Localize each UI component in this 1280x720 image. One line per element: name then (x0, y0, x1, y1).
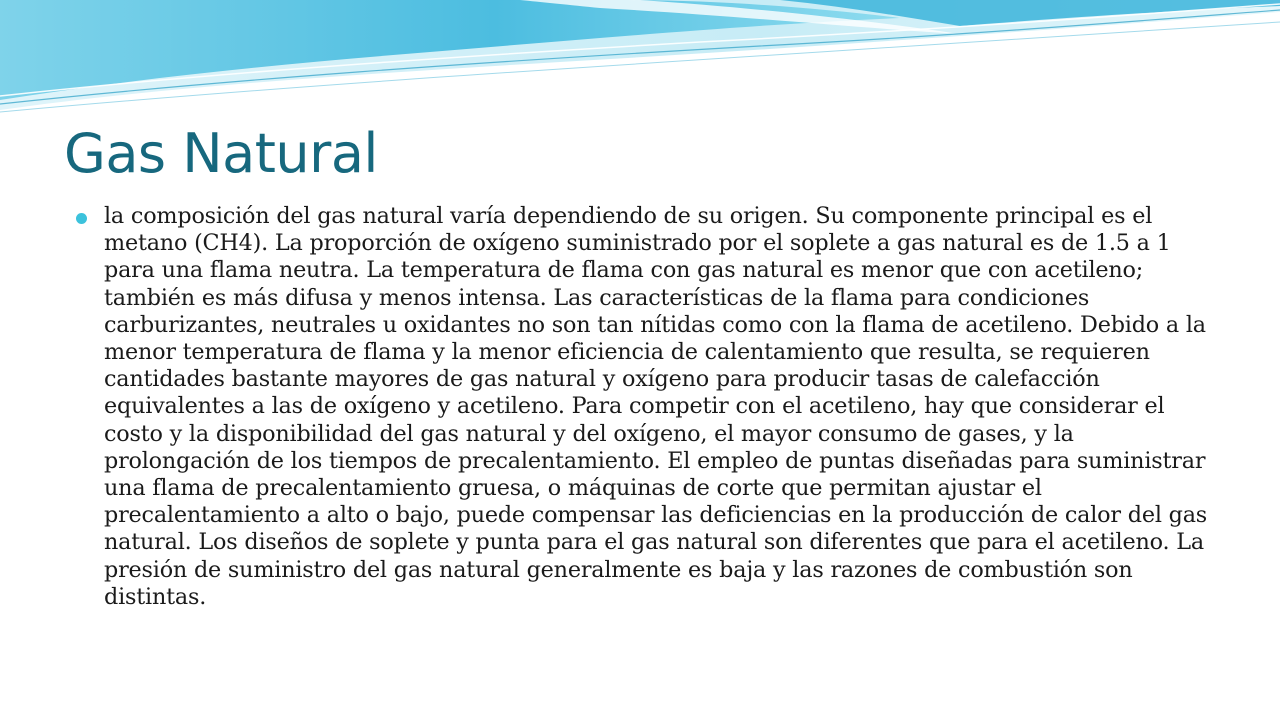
slide-body (76, 203, 1216, 611)
header-wave-decoration (0, 0, 1280, 130)
body-paragraph: la composición del gas natural varía dependiendo de su origen. Su componente principal es el metano (CH4). La proporción de oxígeno suministrado por el soplete a gas natural es de 1.5 a 1 para una flama neutra. La temperatura de flama con gas natural es menor que con acetileno; también es más difusa y menos intensa. Las características de la flama para condiciones carburizantes, neutrales u oxidantes no son tan nítidas como con la flama de acetileno. Debido a la menor temperatura de flama y la menor eficiencia de calentamiento que resulta, se requieren cantidades bastante mayores de gas natural y oxígeno para producir tasas de calefacción equivalentes a las de oxígeno y acetileno. Para competir con el acetileno, hay que considerar el costo y la disponibilidad del gas natural y del oxígeno, el mayor consumo de gases, y la prolongación de los tiempos de precalentamiento. El empleo de puntas diseñadas para suministrar una flama de precalentamiento gruesa, o máquinas de corte que permitan ajustar el precalentamiento a alto o bajo, puede compensar las deficiencias en la producción de calor del gas natural. Los diseños de soplete y punta para el gas natural son diferentes que para el acetileno. La presión de suministro del gas natural generalmente es baja y las razones de combustión son distintas. (104, 203, 1208, 610)
bullet-icon (76, 213, 87, 224)
slide-title: Gas Natural (64, 122, 378, 185)
